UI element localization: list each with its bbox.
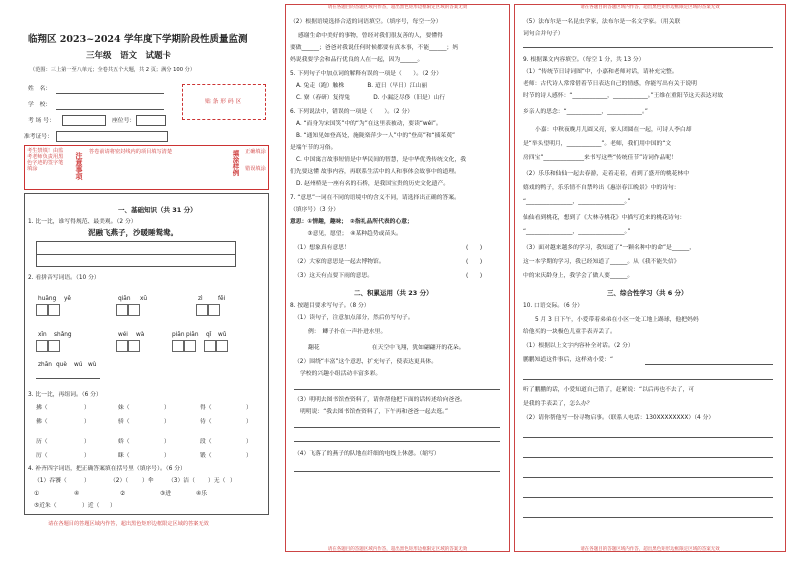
q9-3-b[interactable]: 这一本学期的学习，我已经知道了______。从《我不能失信》 bbox=[523, 259, 680, 265]
q7-1: （1）想象真有意思！ bbox=[294, 245, 350, 251]
pinyin-6: fēi bbox=[218, 296, 226, 302]
q8-4-answer[interactable] bbox=[294, 471, 500, 472]
q6-d: D. 赵州桥是一座有名的石桥，是我国宝贵的历史文化遗产。 bbox=[296, 181, 450, 187]
barcode-area bbox=[182, 84, 266, 120]
q6-a: A. “而身为宋国笑”中的“为”在这里表被动，要读“wéi”。 bbox=[296, 121, 442, 127]
q7-3-answer[interactable]: ( ) bbox=[466, 273, 483, 279]
redline-top-3: 请在各题目的答题区域内作答，超出黑色矩形边框限定区域的答案无效 bbox=[580, 5, 720, 10]
q10-2-line-3[interactable] bbox=[523, 477, 773, 478]
q9-2-d: 仙仙看到桃花，想到了《大林寺桃花》中描写近来的桃花诗句： bbox=[523, 215, 686, 221]
yisi-2: ③意见，愿望； ④某种趋势或苗头。 bbox=[290, 231, 402, 237]
pinyin-9: wéi bbox=[118, 332, 128, 338]
q1-text: 泥融飞燕子，沙暖睡鸳鸯。 bbox=[88, 228, 178, 237]
name-field[interactable] bbox=[56, 93, 164, 94]
q8-5: （5）法布尔是一名昆虫学家，法布尔是一名文学家。（用关联 bbox=[523, 19, 681, 25]
q9-1-c[interactable]: 时节的诗人感怀：“____________，____________。”王维在重阳节这天表达对故 bbox=[523, 93, 724, 99]
seat-label: 座位号： bbox=[112, 118, 136, 124]
section-3-title: 三、综合性学习（共 6 分） bbox=[607, 289, 688, 297]
pinyin-1: huāng bbox=[38, 296, 57, 302]
q9-1-g[interactable]: 房四宝”______________来书写这些“传统佳节”诗词作品呢！ bbox=[523, 155, 677, 161]
q8-example-2: 翻花 在天空中飞翔，犹如翩翩开的花朵。 bbox=[308, 345, 465, 351]
q7-1-answer[interactable]: ( ) bbox=[466, 245, 483, 251]
seat-field[interactable] bbox=[136, 115, 166, 126]
q9: 9. 根据课文内容填空。（每空 1 分，共 13 分） bbox=[523, 57, 645, 63]
q5-ab: A. 兔走（跑）触株 B. 迢日（早日）江山丽 bbox=[296, 83, 428, 89]
q8-4: （4）飞落了的燕子的队地在纤细的电线上休憩。（缩写） bbox=[294, 451, 440, 457]
exam-title: 临翔区 2023~2024 学年度下学期阶段性质量监测 bbox=[28, 34, 248, 45]
ticket-label: 准考证号： bbox=[24, 134, 53, 140]
pinyin-16: què bbox=[56, 362, 67, 368]
q7-2: （2）大家的意思是一起去博物馆。 bbox=[294, 259, 385, 265]
q8-3-sentence: 明明说：“我去图书馆查资料了，下午再和爸爸一起去逛。” bbox=[300, 409, 449, 415]
q10-1-b: 鹏鹏知道这件事后，这样劝小爱：“ bbox=[523, 357, 613, 363]
q10-2-line-4[interactable] bbox=[523, 497, 773, 498]
pinyin-10: wà bbox=[136, 332, 145, 338]
q8-example: 例： 鲫子扑在一声扑进水里。 bbox=[308, 329, 387, 335]
pinyin-11: piān bbox=[172, 332, 185, 338]
q6-c2: 们先要这懂 故事内容，再联系生活中的人和事体会故事中的道理。 bbox=[290, 169, 460, 175]
exam-room-field[interactable] bbox=[62, 115, 106, 126]
pinyin-18: wù bbox=[88, 362, 97, 368]
notice-box bbox=[24, 145, 269, 190]
q10: 10. 口语交际。（6 分） bbox=[523, 303, 584, 309]
q10-1-c: 听了鹏鹏的话，小爱知道自己错了，赶紧说：“以后再也不去了，可 bbox=[523, 387, 695, 393]
fill-correct: 正确填涂 bbox=[245, 149, 266, 155]
q5: 5. 下列句子中加点词的解释有误的一项是（ ）。（2 分） bbox=[290, 71, 443, 77]
pinyin-13: qǐ bbox=[206, 332, 212, 338]
answer-sheet-column-1: 临翔区 2023~2024 学年度下学期阶段性质量监测 三年级 语文 试题卡 （范围：三上第一至八单元；全卷共五个大题，共 2 页；满分 100 分） 姓 名： 学 校： 考 场 号： 座位号： 准考证号： 贴 条 形 码 区 考生禁填！由监考老师负责用黑色字迹的签字笔填涂 注意事项 答卷前请将密封线内的项目填写清楚 填涂样例 正确填涂 错误填涂 一、基础知识（共 31 分） 1. 比一比，谁写得规范、最美观。（2 分） 泥融飞燕子，沙暖睡鸳鸯。 2. 看拼音写词语。（10 分） huāng yě qiān xū zì fēi xīn shǎng wéi wà piān piān qǐ wǔ zhān què wú wù 3. 比一比，再组词。（6 分） 拂（ ） 妹（ ） 得（ ） 佛（ ） 骄（ ） 待（ ） 历（ ） 娇（ ） 段（ ） 厉（ ） 眯（ ） 锻（ ） 4. 补齐四字词语，把正确答案填在括号里（填序号）。（6 分） （1）吞饕（ ） （2）（ ）伞 （3）洁（ ）无（ ） ① ④ ② ③进 ④乐 ⑤近朱（ ）近（ ） 请在各题目的答题区域内作答，超出黑色矩形边框限定区域的答案无效 bbox=[0, 0, 272, 561]
school-field[interactable] bbox=[56, 109, 164, 110]
q10-b: 给他买的一块极色儿童手表弄丢了。 bbox=[523, 329, 616, 335]
q9-2-b: 嬉戏的鸭子，乐乐情不自禁吟出《惠崇春江晚景》中的诗句： bbox=[523, 185, 680, 191]
q8-2: （2）围绕“丰富”这个意思，扩充句子，使表达更具体。 bbox=[294, 359, 438, 365]
q8-1: （1）读句子，注意加点部分，然后仿写句子。 bbox=[294, 315, 414, 321]
q5-cd: C. 寮（舂研）复得兔 D. 小漏泛尽侈（旧是）山行 bbox=[296, 95, 446, 101]
q10-2-line-1[interactable] bbox=[523, 437, 773, 438]
q10-1-d: 是我的手表丢了，怎么办？ bbox=[523, 401, 593, 407]
exam-subtitle: 三年级 语文 试题卡 bbox=[86, 51, 172, 61]
q9-2: （2）乐乐和仙仙一起去春游，走着走着，看到了盛开的桃花林中 bbox=[523, 171, 690, 177]
answer-sheet-column-2 bbox=[285, 4, 510, 552]
q7-3: （3）这天有点要下雨的意思。 bbox=[294, 273, 374, 279]
q10-2-line-2[interactable] bbox=[523, 457, 773, 458]
q8-2-sentence: 学校的兴趣小组活动丰富多彩。 bbox=[300, 371, 382, 377]
q8: 8. 按题目要求写句子。（8 分） bbox=[290, 303, 370, 309]
pinyin-5: zì bbox=[198, 296, 203, 302]
pinyin-17: wú bbox=[74, 362, 83, 368]
q8-3: （3）明明去图书馆查资料了，请你帮他把下面的话转述给向爸爸。 bbox=[294, 397, 466, 403]
q9-1: （1）“传统节日诗词图”中，小嘉和老师对话，请补充完整。 bbox=[523, 69, 678, 75]
redline-bottom-2: 请在各题目的答题区域内作答，超出黑色矩形边框限定区域的答案无效 bbox=[327, 547, 468, 552]
q9-2-c[interactable]: “________________，________________。” bbox=[523, 199, 631, 205]
q9-1-f[interactable]: 是“举头望明月，____________”。老师，我们用中国的“文 bbox=[523, 141, 672, 147]
redline-top-2: 请在各题目的答题区域内作答，超出黑色矩形边框限定区域的答案无效 bbox=[327, 5, 468, 10]
q9-1-b: 老师：古代诗人常常借着节日表达自己的情感，你能写出有关于说明 bbox=[523, 81, 697, 87]
exam-scope: （范围：三上第一至八单元；全卷共五个大题，共 2 页；满分 100 分） bbox=[30, 67, 196, 73]
q2-2: （2）根据语境选择合适的词语填空。（填序号，每空一分） bbox=[290, 19, 442, 25]
barcode-label: 贴 条 形 码 区 bbox=[205, 99, 242, 105]
q10-1: （1）根据以上文字内容补全对话。（2 分） bbox=[523, 343, 634, 349]
ticket-field[interactable] bbox=[56, 131, 168, 142]
pinyin-15: zhān bbox=[38, 362, 52, 368]
q10-1-answer-1[interactable] bbox=[645, 364, 773, 365]
q8-5-answer[interactable] bbox=[523, 47, 773, 48]
section-1-title: 一、基础知识（共 31 分） bbox=[118, 206, 197, 214]
pinyin-2: yě bbox=[64, 296, 71, 302]
fill-wrong: 错误填涂 bbox=[245, 166, 266, 172]
notice-side: 考生禁填！由监考老师负责用黑色字迹的签字笔填涂 bbox=[27, 148, 64, 172]
q1: 1. 比一比，谁写得规范、最美观。（2 分） bbox=[28, 219, 137, 225]
q4: 4. 补齐四字词语，把正确答案填在括号里（填序号）。（6 分） bbox=[28, 466, 186, 472]
q6-b2: 是端午节的习俗。 bbox=[290, 145, 337, 151]
q3: 3. 比一比，再组词。（6 分） bbox=[28, 392, 102, 398]
redline-bottom-1: 请在各题目的答题区域内作答，超出黑色矩形边框限定区域的答案无效 bbox=[48, 521, 209, 527]
q7-2-answer[interactable]: ( ) bbox=[466, 259, 483, 265]
q2-2-p1: 感谢生命中美好的事物，曾经对我们很友善的人，要懂得 bbox=[298, 33, 443, 39]
yisi-1: 意思：①情趣，趣味； ②指礼品所代表的心意； bbox=[290, 219, 413, 225]
pinyin-12: piān bbox=[186, 332, 199, 338]
q2-2-p2: 要做______；爸爸对我说任何时候都要有真本事，不能______；妈 bbox=[290, 45, 459, 51]
answer-sheet-column-3 bbox=[514, 4, 786, 552]
q9-3[interactable]: （3）面对越来越多的学习，我知道了“一颗名种中的命”是______， bbox=[523, 245, 696, 251]
q8-3-answer-1[interactable] bbox=[294, 427, 500, 428]
pinyin-answer-line[interactable] bbox=[36, 378, 100, 379]
notice-text: 答卷前请将密封线内的项目填写清楚 bbox=[89, 149, 173, 155]
q9-1-e: 小嘉：中秋夜晚月儿圆又亮，家人团圆在一起，可诗人李白却 bbox=[535, 127, 692, 133]
q2: 2. 看拼音写词语。（10 分） bbox=[28, 275, 100, 281]
q8-5-b: 词句合并句子） bbox=[523, 31, 564, 37]
q10-2-line-5[interactable] bbox=[523, 517, 773, 518]
notice-title: 注意事项 bbox=[75, 152, 83, 180]
q6: 6. 下列说法中，错误的一项是（ ）。（2 分） bbox=[290, 109, 414, 115]
q6-c: C. 中国寓言故事短情是中华民间的智慧，是中华优秀传统文化，我 bbox=[296, 157, 467, 163]
name-label: 姓 名： bbox=[28, 86, 52, 92]
q10-1-answer-2[interactable] bbox=[523, 379, 773, 380]
q7-b: （填序号）（3 分） bbox=[290, 207, 340, 213]
pinyin-8: shǎng bbox=[54, 332, 72, 338]
section-2-title: 二、积累运用（共 23 分） bbox=[354, 289, 433, 297]
q10-2: （2）请你帮他写一份寻物启事。（联系人电话：130XXXXXXXX）（4 分） bbox=[523, 415, 715, 421]
q8-2-answer[interactable] bbox=[294, 389, 500, 390]
pinyin-7: xīn bbox=[38, 332, 47, 338]
pinyin-4: xū bbox=[140, 296, 148, 302]
school-label: 学 校： bbox=[28, 102, 52, 108]
redline-bottom-3: 请在各题目的答题区域内作答，超出黑色矩形边框限定区域的答案无效 bbox=[580, 547, 720, 552]
pinyin-14: wǔ bbox=[218, 332, 227, 338]
q10-a: 5 月 3 日下午，小爱带着弟弟在小区一处工地上踢球，他把妈妈 bbox=[535, 317, 699, 323]
exam-room-label: 考 场 号： bbox=[28, 118, 55, 124]
q7: 7. “意思”一词在不同的语境中的含义不同，请选择出正确的答案。 bbox=[290, 195, 460, 201]
q8-3-answer-2[interactable] bbox=[294, 441, 500, 442]
q2-2-p3: 妈说我要学会和品行优良的人在一起，因为______。 bbox=[290, 57, 424, 63]
fill-sample-title: 填涂样例 bbox=[231, 150, 240, 176]
q6-b: B. “通知见如登高处，施陇楽萍少一人”中的“登高”和“插茱萸” bbox=[296, 133, 456, 139]
q9-1-d[interactable]: 乡亲人的思念：“____________，____________。” bbox=[523, 109, 648, 115]
q9-2-e[interactable]: “________________，________________。” bbox=[523, 229, 631, 235]
q9-3-c[interactable]: 中的宋庆龄身上，我学会了做人要______。 bbox=[523, 273, 634, 279]
pinyin-3: qiān bbox=[118, 296, 131, 302]
